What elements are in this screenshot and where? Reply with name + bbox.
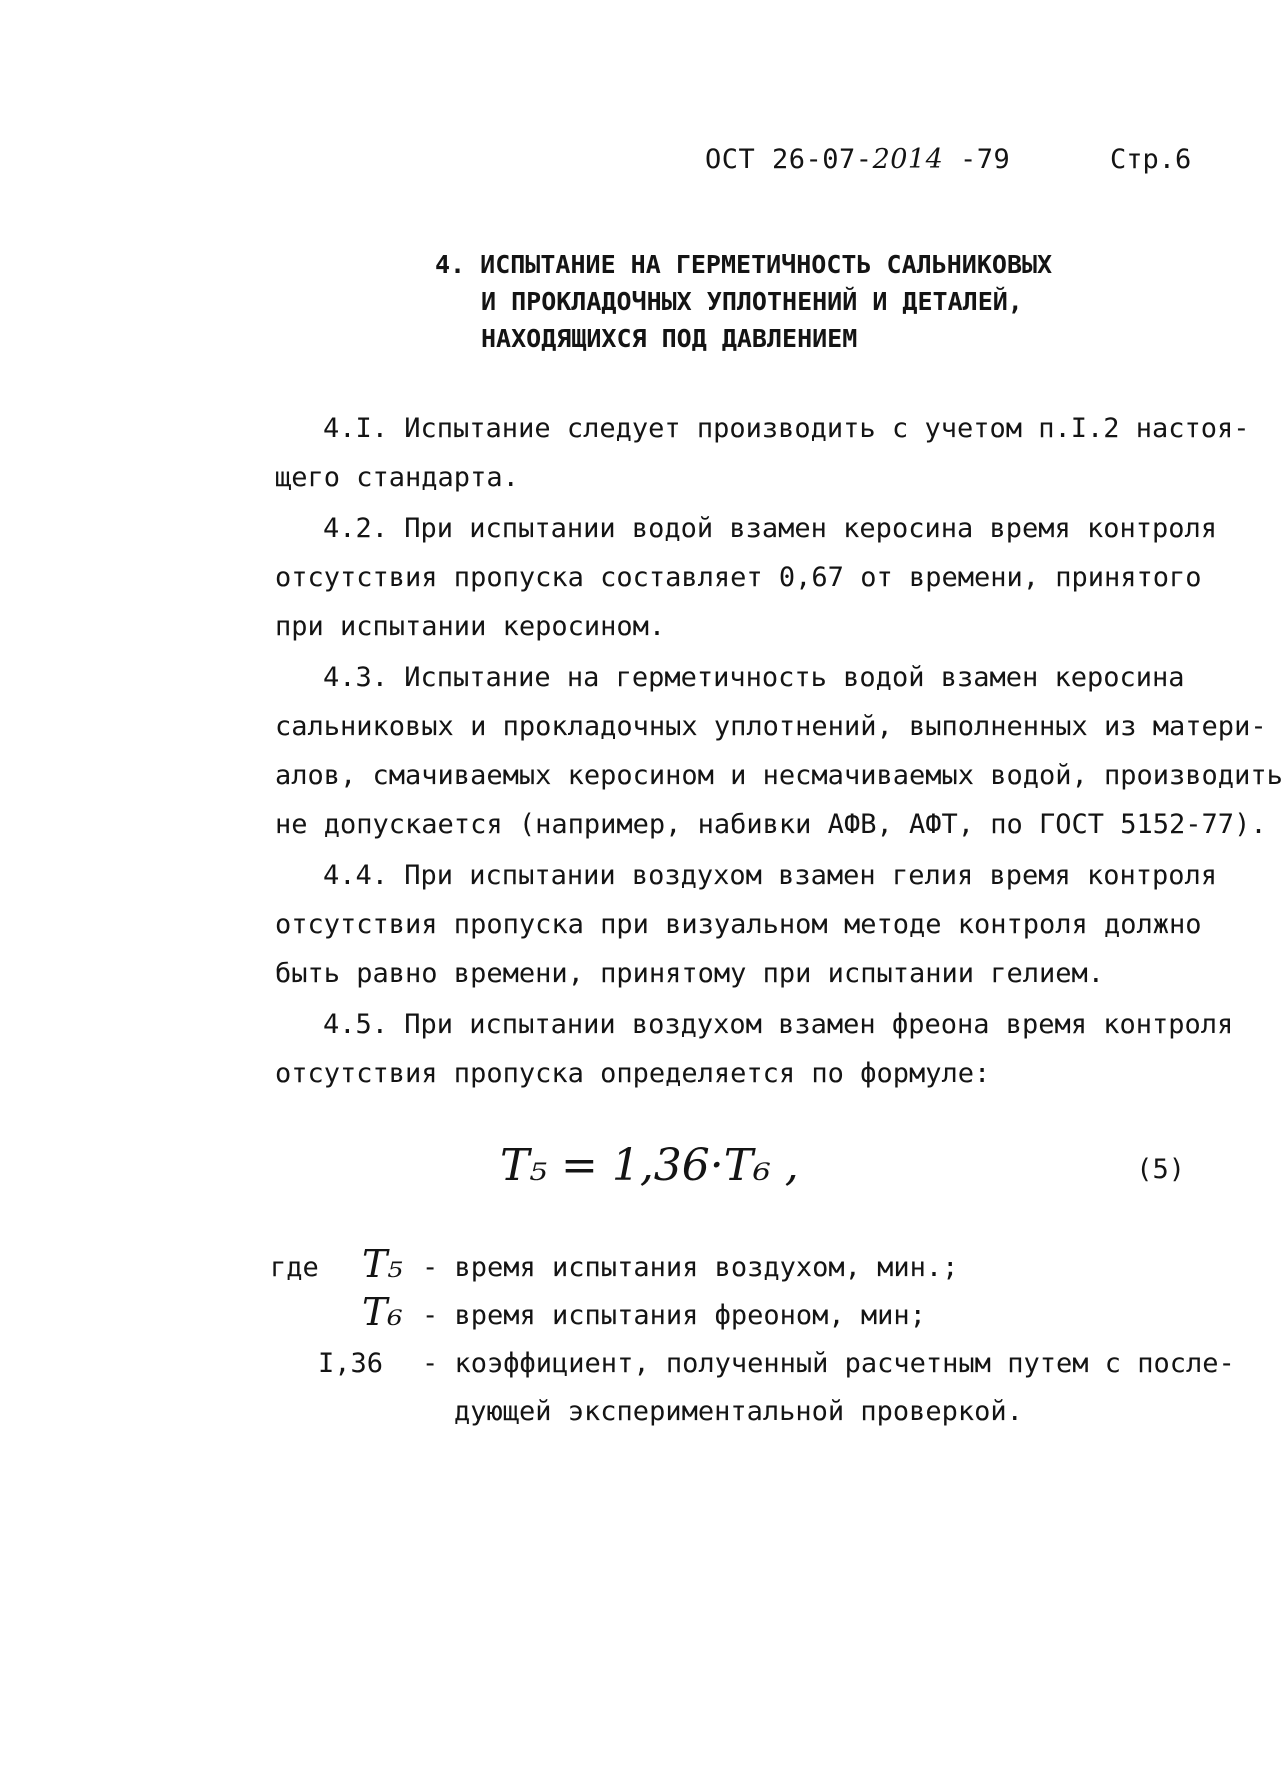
legend-coefficient: I,36 (318, 1348, 384, 1379)
legend-description: - время испытания фреоном, мин; (422, 1300, 926, 1331)
document-code-number: 2014 (872, 144, 944, 175)
formula-number: (5) (1136, 1154, 1185, 1185)
formula-row (275, 1140, 1185, 1200)
paragraph-line: 4.I. Испытание следует производить с учетом п.I.2 настоя- (323, 413, 1250, 444)
paragraph-4-5 (275, 1000, 1245, 1098)
legend-row (270, 1344, 1235, 1392)
paragraph-4-1 (275, 404, 1250, 502)
paragraph-line: отсутствия пропуска определяется по формуле: (275, 1058, 991, 1089)
legend-row (270, 1290, 1230, 1344)
page-header (0, 144, 1285, 184)
page-number: Стр.6 (1110, 144, 1192, 175)
formula-expression: T₅ = 1,36·T₆ , (500, 1140, 799, 1191)
legend-continuation (270, 1392, 1230, 1440)
document-code (705, 144, 1010, 175)
section-title-line-3: НАХОДЯЩИХСЯ ПОД ДАВЛЕНИЕМ (481, 324, 858, 353)
document-code-prefix: ОСТ 26-07- (705, 144, 873, 175)
paragraph-line: при испытании керосином. (275, 611, 666, 642)
formula-legend (270, 1242, 1235, 1440)
legend-description-continuation: дующей экспериментальной проверкой. (454, 1396, 1023, 1427)
section-title-line-2: И ПРОКЛАДОЧНЫХ УПЛОТНЕНИЙ И ДЕТАЛЕЙ, (481, 287, 1023, 316)
document-code-suffix: -79 (943, 144, 1011, 175)
legend-symbol: T₆ (362, 1290, 403, 1334)
paragraph-line: отсутствия пропуска составляет 0,67 от времени, принятого (275, 562, 1202, 593)
legend-symbol: T₅ (362, 1242, 403, 1286)
paragraph-line: 4.5. При испытании воздухом взамен фреона время контроля (323, 1009, 1234, 1040)
paragraph-line: 4.3. Испытание на герметичность водой взамен керосина (323, 662, 1185, 693)
legend-description: - коэффициент, полученный расчетным путем с после- (422, 1348, 1235, 1379)
paragraph-line: алов, смачиваемых керосином и несмачиваемых водой, производить (275, 760, 1283, 791)
legend-row (270, 1242, 1230, 1296)
section-title-line-1: 4. ИСПЫТАНИЕ НА ГЕРМЕТИЧНОСТЬ САЛЬНИКОВЫХ (435, 250, 1053, 279)
paragraph-line: быть равно времени, принятому при испытании гелием. (275, 958, 1105, 989)
legend-description: - время испытания воздухом, мин.; (422, 1252, 959, 1283)
paragraph-line: 4.4. При испытании воздухом взамен гелия время контроля (323, 860, 1218, 891)
paragraph-line: сальниковых и прокладочных уплотнений, выполненных из матери- (275, 711, 1267, 742)
legend-where-label: где (270, 1252, 319, 1283)
paragraph-line: 4.2. При испытании водой взамен керосина время контроля (323, 513, 1218, 544)
body-text (275, 404, 1283, 1100)
paragraph-4-4 (275, 851, 1245, 998)
paragraph-line: отсутствия пропуска при визуальном методе контроля должно (275, 909, 1202, 940)
paragraph-4-2 (275, 504, 1245, 651)
paragraph-line: щего стандарта. (275, 462, 519, 493)
section-title (435, 246, 1135, 357)
paragraph-line: не допускается (например, набивки АФВ, АФТ, по ГОСТ 5152-77). (275, 809, 1267, 840)
paragraph-4-3 (275, 653, 1283, 849)
